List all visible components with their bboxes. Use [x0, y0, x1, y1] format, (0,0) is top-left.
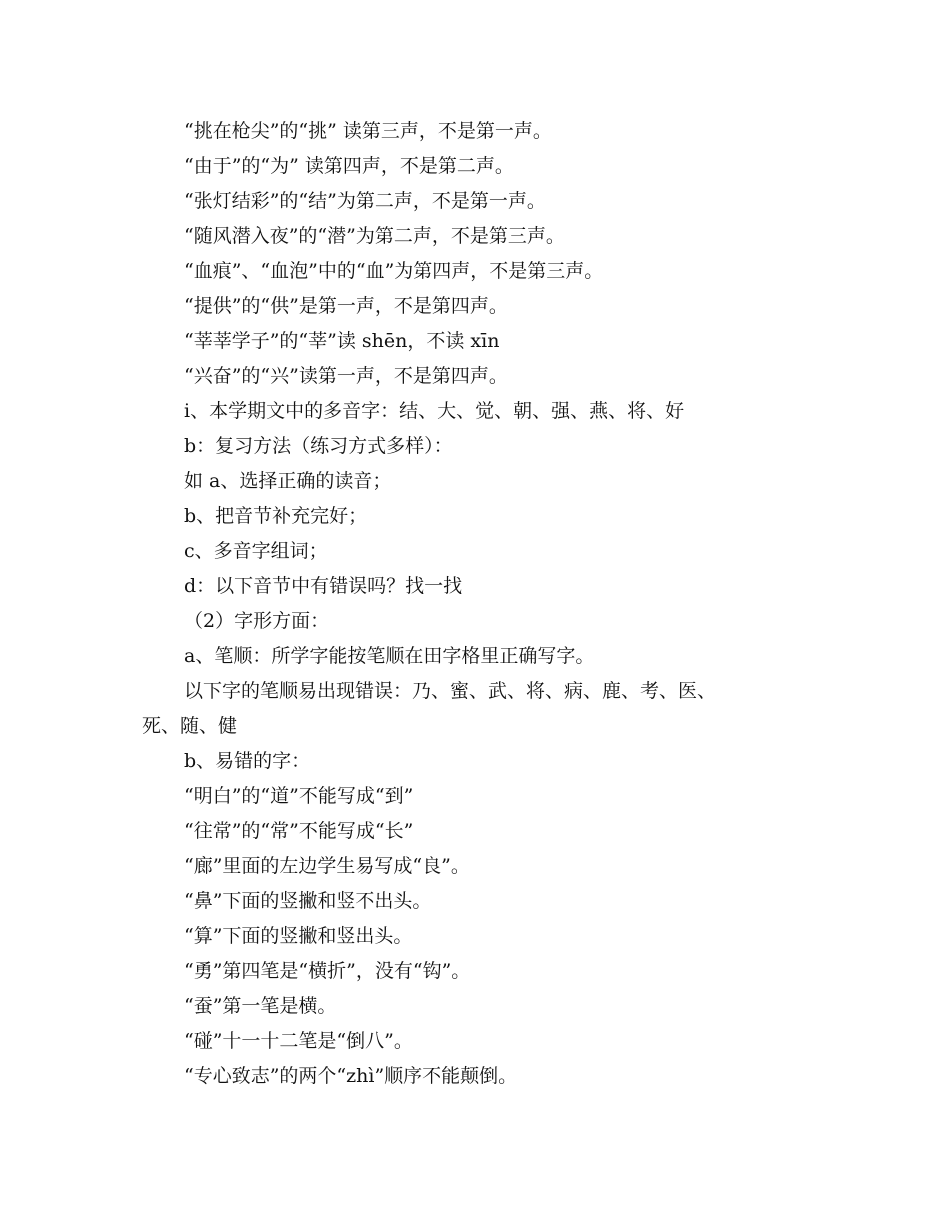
document-body — [142, 114, 812, 1094]
text-line-15: （2）字形方面： — [184, 610, 330, 632]
text-line-24: “算”下面的竖撇和竖出头。 — [184, 925, 413, 947]
text-line-28: “专心致志”的两个“zhì”顺序不能颠倒。 — [184, 1065, 518, 1087]
text-line-7: “莘莘学子”的“莘”读 shēn，不读 xīn — [184, 330, 500, 352]
text-line-4: “随风潜入夜”的“潜”为第二声，不是第三声。 — [184, 225, 565, 247]
text-line-12: b、把音节补充完好； — [184, 505, 368, 527]
text-line-27: “碰”十一十二笔是“倒八”。 — [184, 1030, 413, 1052]
text-line-5: “血痕”、“血泡”中的“血”为第四声，不是第三声。 — [184, 260, 604, 282]
text-line-20: “明白”的“道”不能写成“到” — [184, 785, 414, 807]
text-line-9: i、本学期文中的多音字：结、大、觉、朝、强、燕、将、好 — [184, 400, 685, 422]
text-line-8: “兴奋”的“兴”读第一声，不是第四声。 — [184, 365, 508, 387]
text-line-22: “廊”里面的左边学生易写成“良”。 — [184, 855, 470, 877]
text-line-3: “张灯结彩”的“结”为第二声，不是第一声。 — [184, 190, 546, 212]
text-line-23: “鼻”下面的竖撇和竖不出头。 — [184, 890, 432, 912]
text-line-26: “蚕”第一笔是横。 — [184, 995, 337, 1017]
text-line-6: “提供”的“供”是第一声，不是第四声。 — [184, 295, 508, 317]
text-line-19: b、易错的字： — [184, 750, 311, 772]
text-line-25: “勇”第四笔是“横折”，没有“钩”。 — [184, 960, 471, 982]
text-line-10: b：复习方法（练习方式多样）： — [184, 435, 453, 457]
text-line-18: 死、随、健 — [142, 715, 238, 737]
text-line-13: c、多音字组词； — [184, 540, 328, 562]
text-line-2: “由于”的“为” 读第四声，不是第二声。 — [184, 155, 514, 177]
text-line-14: d：以下音节中有错误吗？找一找 — [184, 575, 463, 597]
text-line-1: “挑在枪尖”的“挑” 读第三声，不是第一声。 — [184, 120, 552, 142]
text-line-17: 以下字的笔顺易出现错误：乃、蜜、武、将、病、鹿、考、医、 — [184, 680, 717, 702]
text-line-11: 如 a、选择正确的读音； — [184, 470, 392, 492]
text-line-16: a、笔顺：所学字能按笔顺在田字格里正确写字。 — [184, 645, 595, 667]
text-line-21: “往常”的“常”不能写成“长” — [184, 820, 414, 842]
